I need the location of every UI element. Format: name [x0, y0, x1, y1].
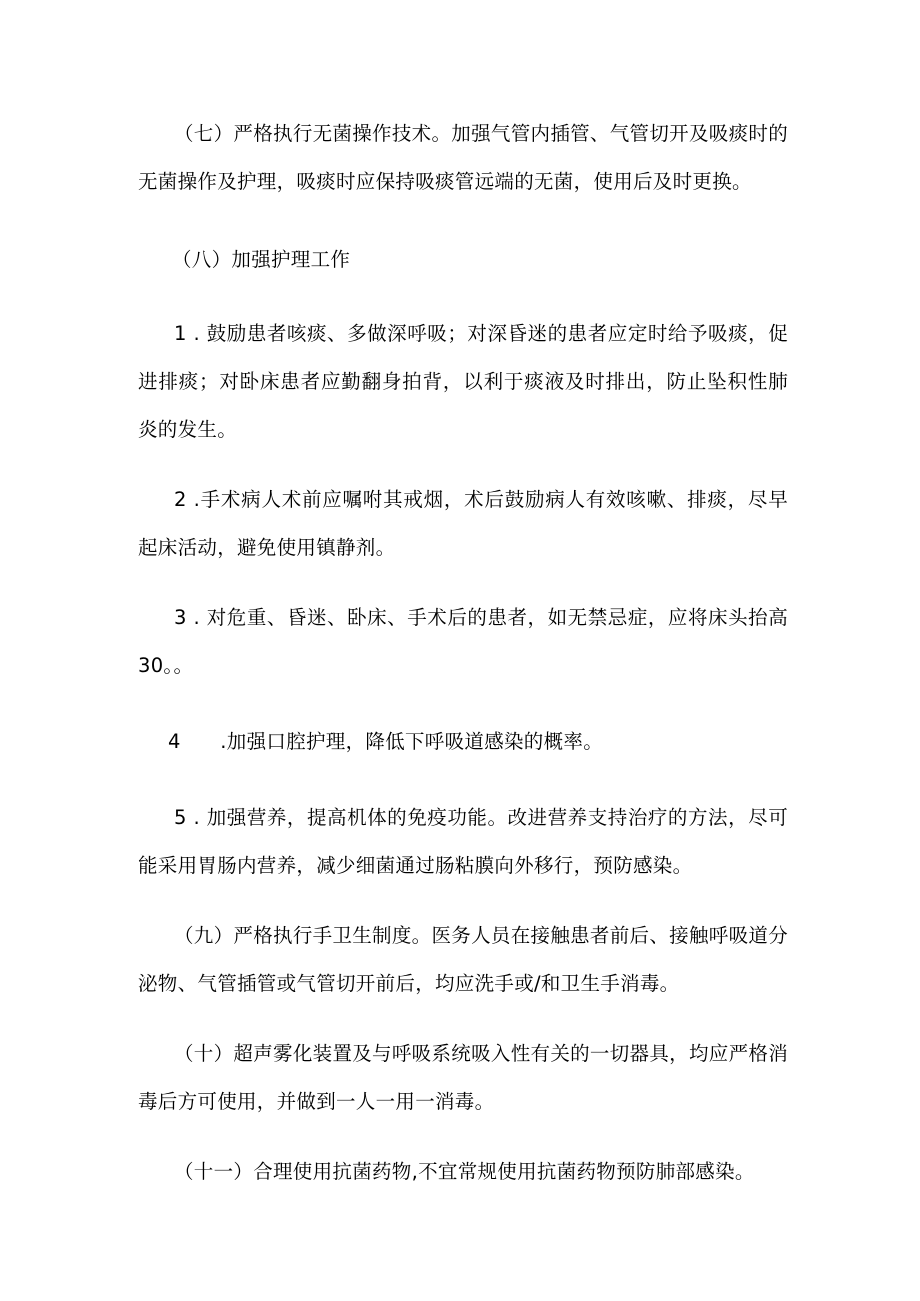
list-item-oral-care: 4 .加强口腔护理，降低下呼吸道感染的概率。 [168, 730, 604, 753]
paragraph-antibiotic-use: （十一）合理使用抗菌药物,不宜常规使用抗菌药物预防肺部感染。 [174, 1160, 755, 1183]
list-item-surgery-patients: 2 .手术病人术前应嘱咐其戒烟，术后鼓励病人有效咳嗽、排痰，尽早起床活动，避免使用镇静剂。 [138, 488, 788, 559]
section-heading-nursing: （八）加强护理工作 [172, 248, 351, 271]
paragraph-sterile-operation: （七）严格执行无菌操作技术。加强气管内插管、气管切开及吸痰时的无菌操作及护理，吸痰时应保持吸痰管远端的无菌，使用后及时更换。 [138, 122, 788, 193]
list-item-raise-bed-head: 3 . 对危重、昏迷、卧床、手术后的患者，如无禁忌症，应将床头抬高30。。 [138, 606, 788, 677]
paragraph-nebulizer-disinfection: （十）超声雾化装置及与呼吸系统吸入性有关的一切器具，均应严格消毒后方可使用，并做到一人一用一消毒。 [138, 1042, 788, 1113]
paragraph-hand-hygiene: （九）严格执行手卫生制度。医务人员在接触患者前后、接触呼吸道分泌物、气管插管或气管切开前后，均应洗手或/和卫生手消毒。 [138, 924, 788, 995]
list-item-nutrition: 5 . 加强营养，提高机体的免疫功能。改进营养支持治疗的方法，尽可能采用胃肠内营养，减少细菌通过肠粘膜向外移行，预防感染。 [138, 806, 788, 877]
list-item-encourage-coughing: 1 . 鼓励患者咳痰、多做深呼吸；对深昏迷的患者应定时给予吸痰，促进排痰；对卧床患者应勤翻身拍背，以利于痰液及时排出，防止坠积性肺炎的发生。 [138, 322, 788, 441]
